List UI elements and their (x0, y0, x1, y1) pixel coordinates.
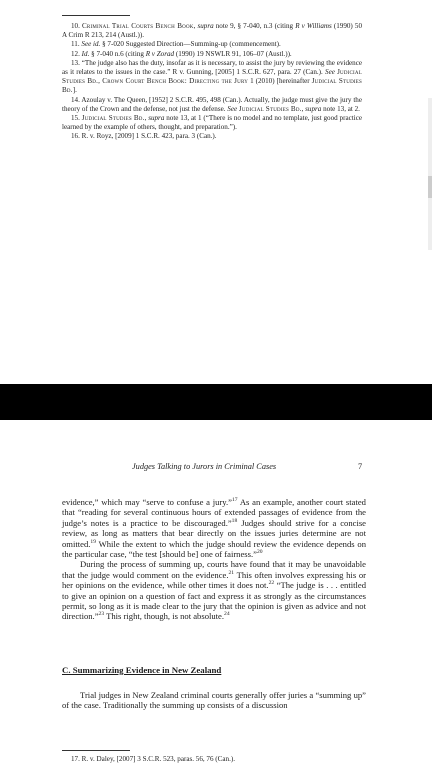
footnote (62, 22, 362, 40)
body-paragraph (62, 497, 366, 559)
text-run: , (144, 114, 149, 123)
footnote-ref: 19 (90, 538, 96, 545)
text-run: Criminal Trial Courts Bench Book (82, 22, 194, 30)
footnote-number: 13. (71, 58, 80, 67)
text-run: Judicial Studies Bd. (62, 77, 362, 95)
text-run: Azoulay v. The Queen, [1952] 2 S.C.R. 495, 498 (Can.). Actually, the judge must give the jury the theory of the Crown and the defense, not just the defense. (62, 95, 362, 113)
text-run: , (193, 22, 198, 30)
text-run: supra (148, 114, 165, 123)
text-run: Judicial Studies Bd. (238, 104, 302, 113)
text-run: During the process of summing up, courts have found that it may be unavoidable that the judge would comment on the evidence. (62, 559, 366, 580)
text-run: “The judge is . . . entitled to give an opinion on a question of fact and express it as strongly as the circumstances permit, so long as it is made clear to the jury that the opinion is given as advice and not direction.” (62, 580, 366, 622)
text-run: 1 (2010) [hereinafter (248, 77, 312, 86)
footnote (62, 40, 362, 49)
text-run: supra (197, 22, 214, 30)
text-run: See id. (81, 40, 101, 49)
footnote-ref: 23 (98, 611, 105, 618)
text-run: See (227, 104, 238, 113)
footnote-number: 14. (71, 95, 80, 104)
text-run: Judicial Studies Bd. (81, 114, 145, 123)
footnote-list (62, 22, 362, 142)
text-run: R v Williams (295, 22, 332, 30)
footnote (62, 59, 362, 96)
body-text (62, 497, 366, 622)
footnote-ref: 22 (268, 580, 275, 587)
scrollbar-track[interactable] (428, 98, 432, 250)
text-run: This right, though, is not absolute. (104, 611, 225, 622)
section-heading: C. Summarizing Evidence in New Zealand (62, 665, 222, 675)
body-paragraph (62, 559, 366, 621)
footnote-number: 11. (71, 40, 80, 49)
footnote-ref: 18 (231, 517, 238, 524)
text-run: note 13, at 1 (“There is no model and no template, just good practice learned by the example of others, thought, and preparation.”). (62, 114, 362, 132)
text-run: Judicial Studies Bd., Crown Court Bench Book: Directing the Jury (62, 68, 362, 86)
text-run: R. v. Royz, [2009] 1 S.C.R. 423, para. 3 (Can.). (81, 132, 217, 141)
footnote-separator (62, 15, 130, 16)
footnote-ref: 24 (224, 611, 230, 618)
footnote-ref: 21 (228, 569, 235, 576)
text-run: This often involves expressing his or her opinions on the evidence, while other times it does not. (62, 569, 366, 591)
text-run: (1990) 19 NSWLR 91, 106–07 (Austl.)). (174, 49, 292, 58)
text-run: “The judge also has the duty, insofar as it is necessary, to assist the jury by reviewing the evidence as it relates to the issues in the case.” R v. Gunning, [2005] 1 S.C.R. 627, para. 27 (Can.). (62, 58, 362, 77)
footnote-number: 10. (71, 22, 80, 30)
section-body (62, 690, 366, 711)
text-run: § 7-040 n.6 (citing (89, 49, 146, 58)
text-run: R v Zorad (145, 49, 175, 58)
text-run: Judges should strive for a concise review, as long as matters that bear directly on the issues juries determine are not omitted. (62, 517, 366, 549)
footnote (62, 132, 362, 141)
footnote-ref: 17 (231, 497, 238, 504)
footnote (62, 114, 362, 132)
text-run: , (301, 104, 306, 113)
page-number: 7 (358, 462, 363, 471)
footnote-separator-bottom (62, 750, 130, 751)
text-run: While the extent to which the judge should review the evidence depends on the particular case, “the test [should be] one of fairness.” (62, 538, 366, 560)
scrollbar-thumb[interactable] (428, 176, 432, 198)
footnote-number: 15. (71, 114, 80, 123)
footnote-number: 16. (71, 132, 80, 141)
text-run: ]. (72, 86, 77, 95)
text-run: evidence,” which may “serve to confuse a jury.” (62, 497, 232, 507)
running-head-title: Judges Talking to Jurors in Criminal Cases (132, 462, 277, 471)
footnote-number: 12. (71, 49, 80, 58)
text-run: supra (305, 104, 322, 113)
section-paragraph: Trial judges in New Zealand criminal courts generally offer juries a “summing up” of the case. Traditionally the summing up consists of a discussion (62, 690, 366, 711)
footnote (62, 50, 362, 59)
footnote (62, 96, 362, 114)
text-run: note 13, at 2. (321, 104, 360, 113)
bottom-footnote: 17. R. v. Daley, [2007] 3 S.C.R. 523, paras. 56, 76 (Can.). (71, 755, 235, 763)
footnote-ref: 20 (256, 549, 263, 556)
text-run: note 9, § 7-040, n.3 (citing (213, 22, 296, 30)
text-run: (1990) 50 A Crim R 213, 214 (Austl.)). (62, 22, 362, 40)
text-run: As an example, another court stated that “reading for several continuous hours of extended passages of evidence from the judge’s notes is a practice to be discouraged.” (62, 497, 366, 528)
text-run: § 7-020 Suggested Direction—Summing-up (commencement). (100, 40, 281, 49)
text-run: Id. (81, 49, 90, 58)
page-gap-band (0, 384, 432, 420)
text-run: See (325, 68, 335, 77)
